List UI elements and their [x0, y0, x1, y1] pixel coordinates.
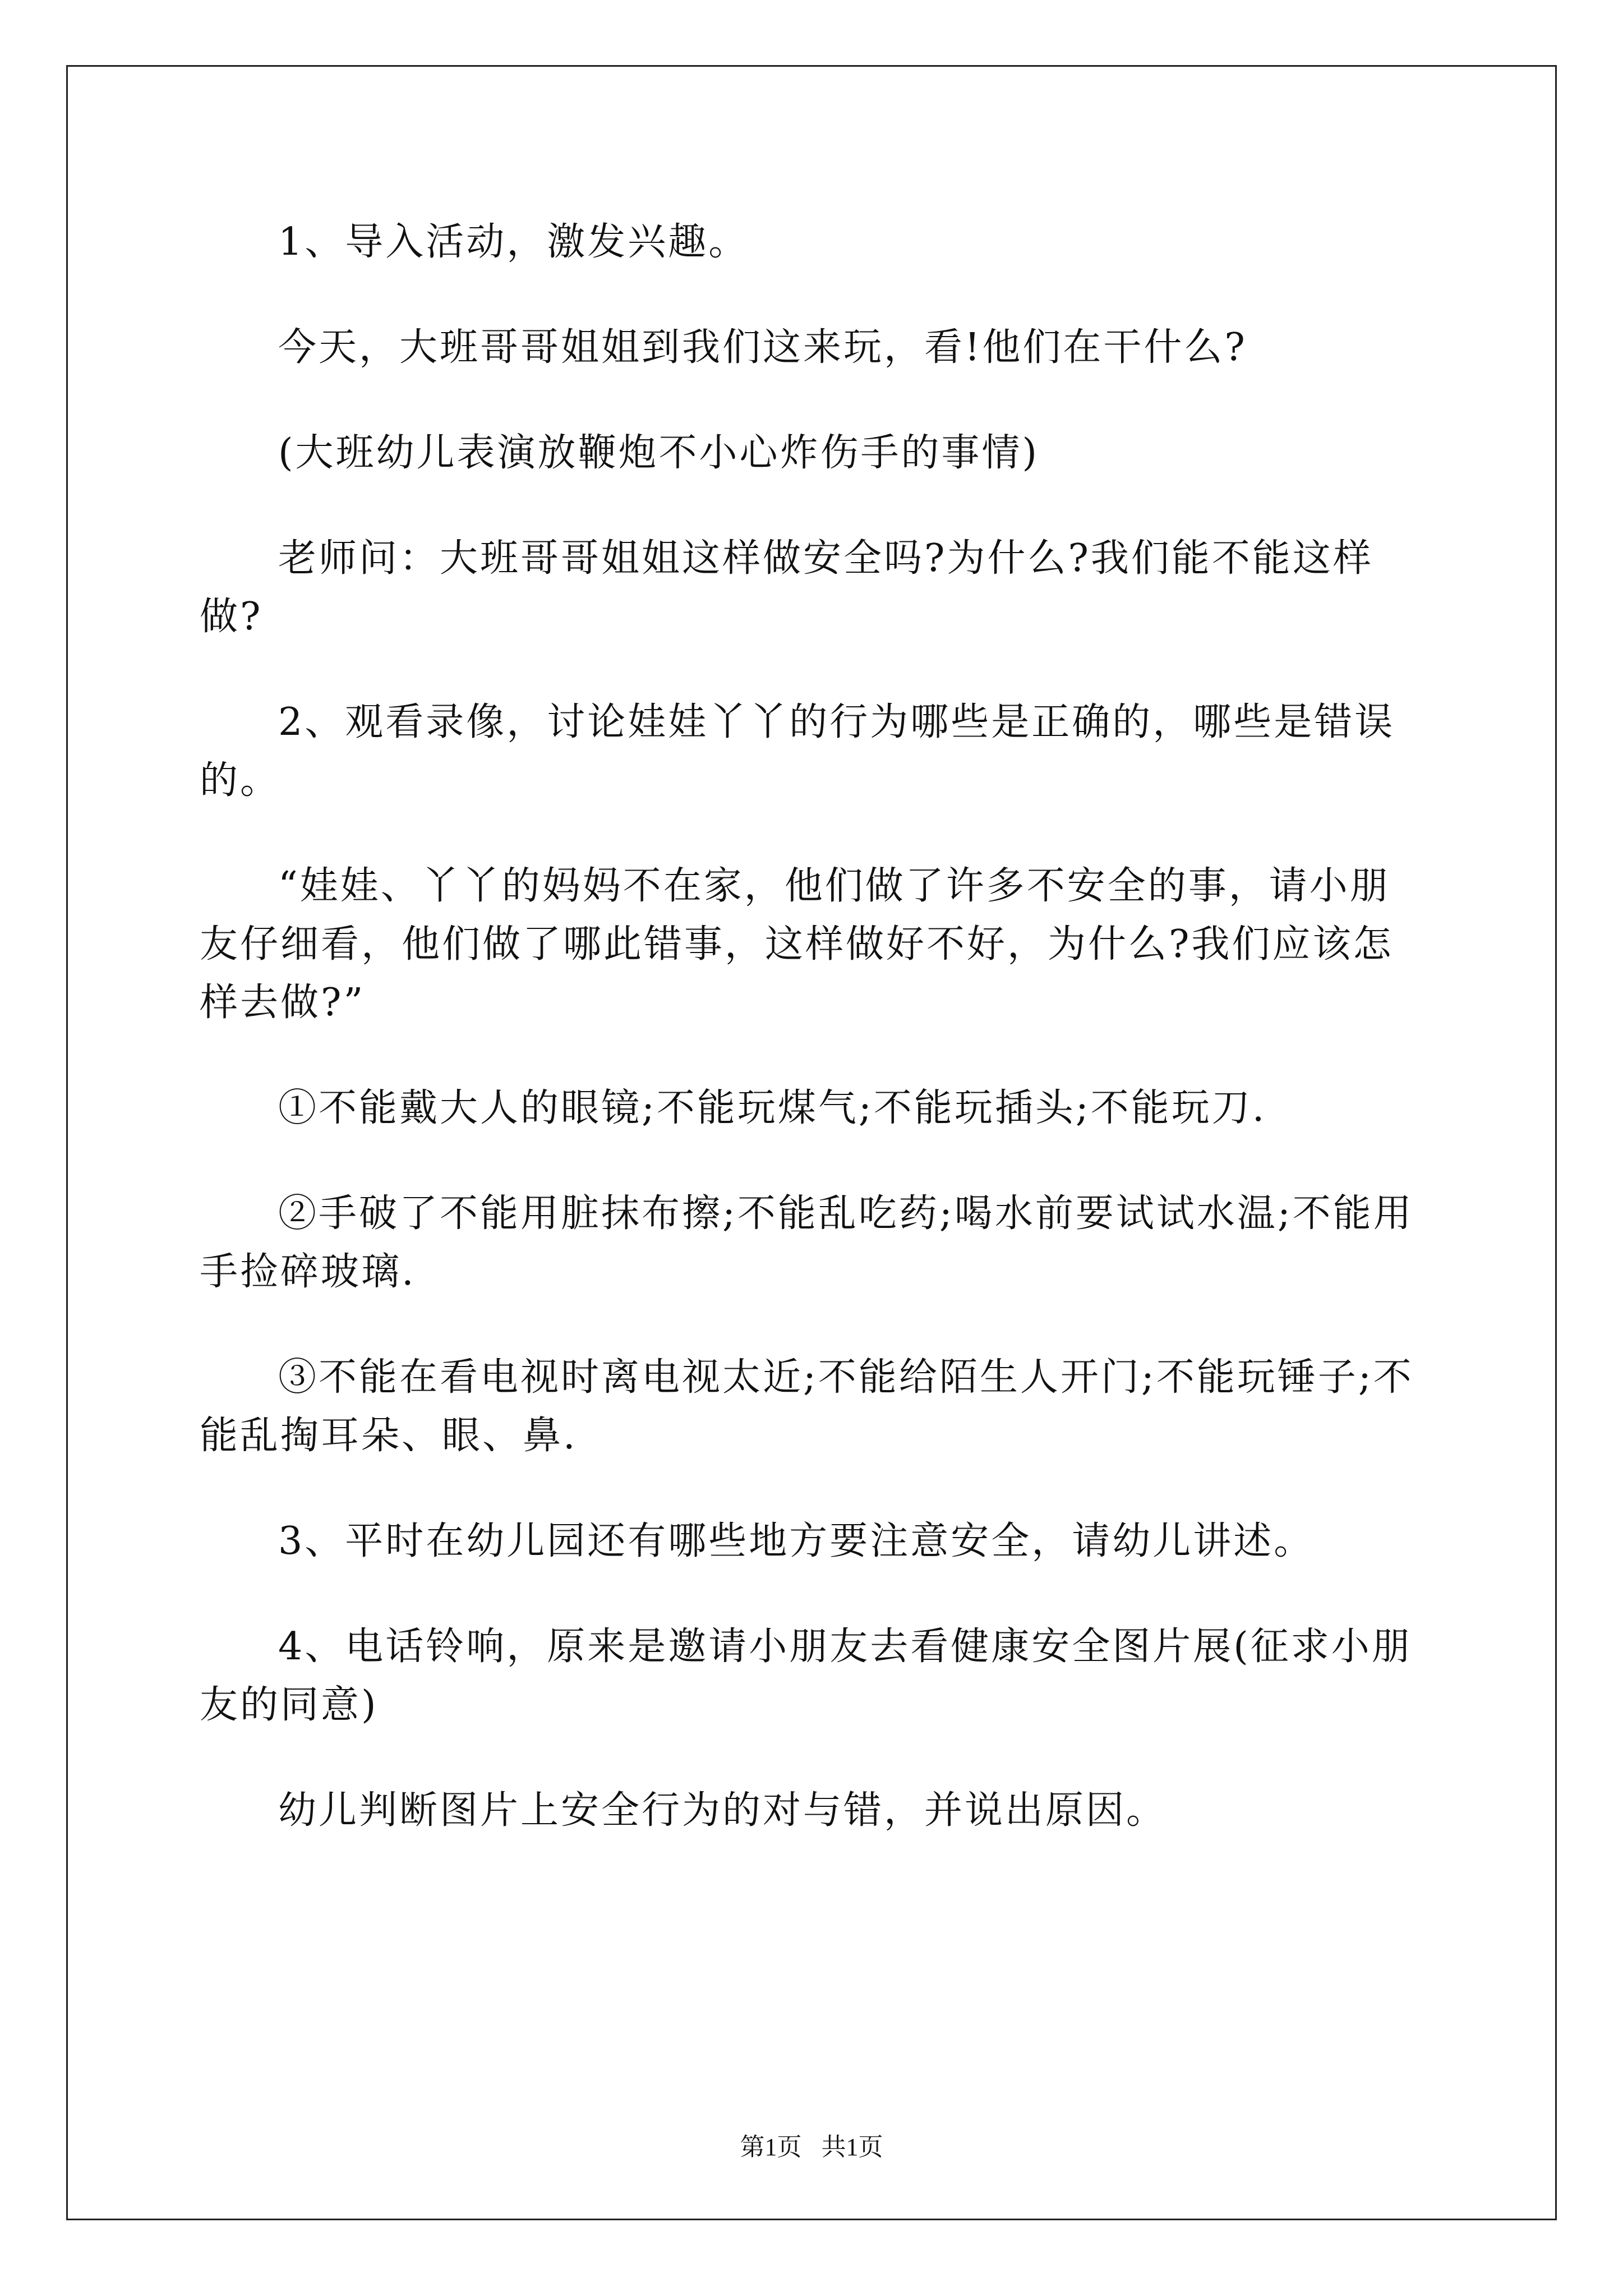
- paragraph: 幼儿判断图片上安全行为的对与错，并说出原因。: [278, 1788, 1167, 1833]
- paragraph: 3、平时在幼儿园还有哪些地方要注意安全，请幼儿讲述。: [278, 1519, 1315, 1563]
- paragraph: 2、观看录像，讨论娃娃丫丫的行为哪些是正确的，哪些是错误的。: [200, 700, 1395, 803]
- paragraph: ②手破了不能用脏抹布擦;不能乱吃药;喝水前要试试水温;不能用手捡碎玻璃.: [200, 1191, 1414, 1294]
- page-total: 共1页: [821, 2133, 883, 2161]
- page-number: 第1页: [740, 2133, 802, 2161]
- paragraph: “娃娃、丫丫的妈妈不在家，他们做了许多不安全的事，请小朋友仔细看，他们做了哪此错事，这样做好不好，为什么?我们应该怎样去做?”: [200, 864, 1394, 1025]
- document-body: [200, 213, 1422, 1887]
- paragraph: 4、电话铃响，原来是邀请小朋友去看健康安全图片展(征求小朋友的同意): [200, 1625, 1412, 1727]
- paragraph: 老师问：大班哥哥姐姐这样做安全吗?为什么?我们能不能这样做?: [200, 536, 1373, 639]
- paragraph: 今天，大班哥哥姐姐到我们这来玩，看!他们在干什么?: [278, 325, 1247, 370]
- paragraph: 1、导入活动，激发兴趣。: [278, 220, 749, 264]
- paragraph: ③不能在看电视时离电视太近;不能给陌生人开门;不能玩锤子;不能乱掏耳朵、眼、鼻.: [200, 1355, 1414, 1458]
- paragraph: (大班幼儿表演放鞭炮不小心炸伤手的事情): [278, 431, 1040, 475]
- page-footer: [0, 2131, 1623, 2164]
- paragraph: ①不能戴大人的眼镜;不能玩煤气;不能玩插头;不能玩刀.: [278, 1086, 1267, 1130]
